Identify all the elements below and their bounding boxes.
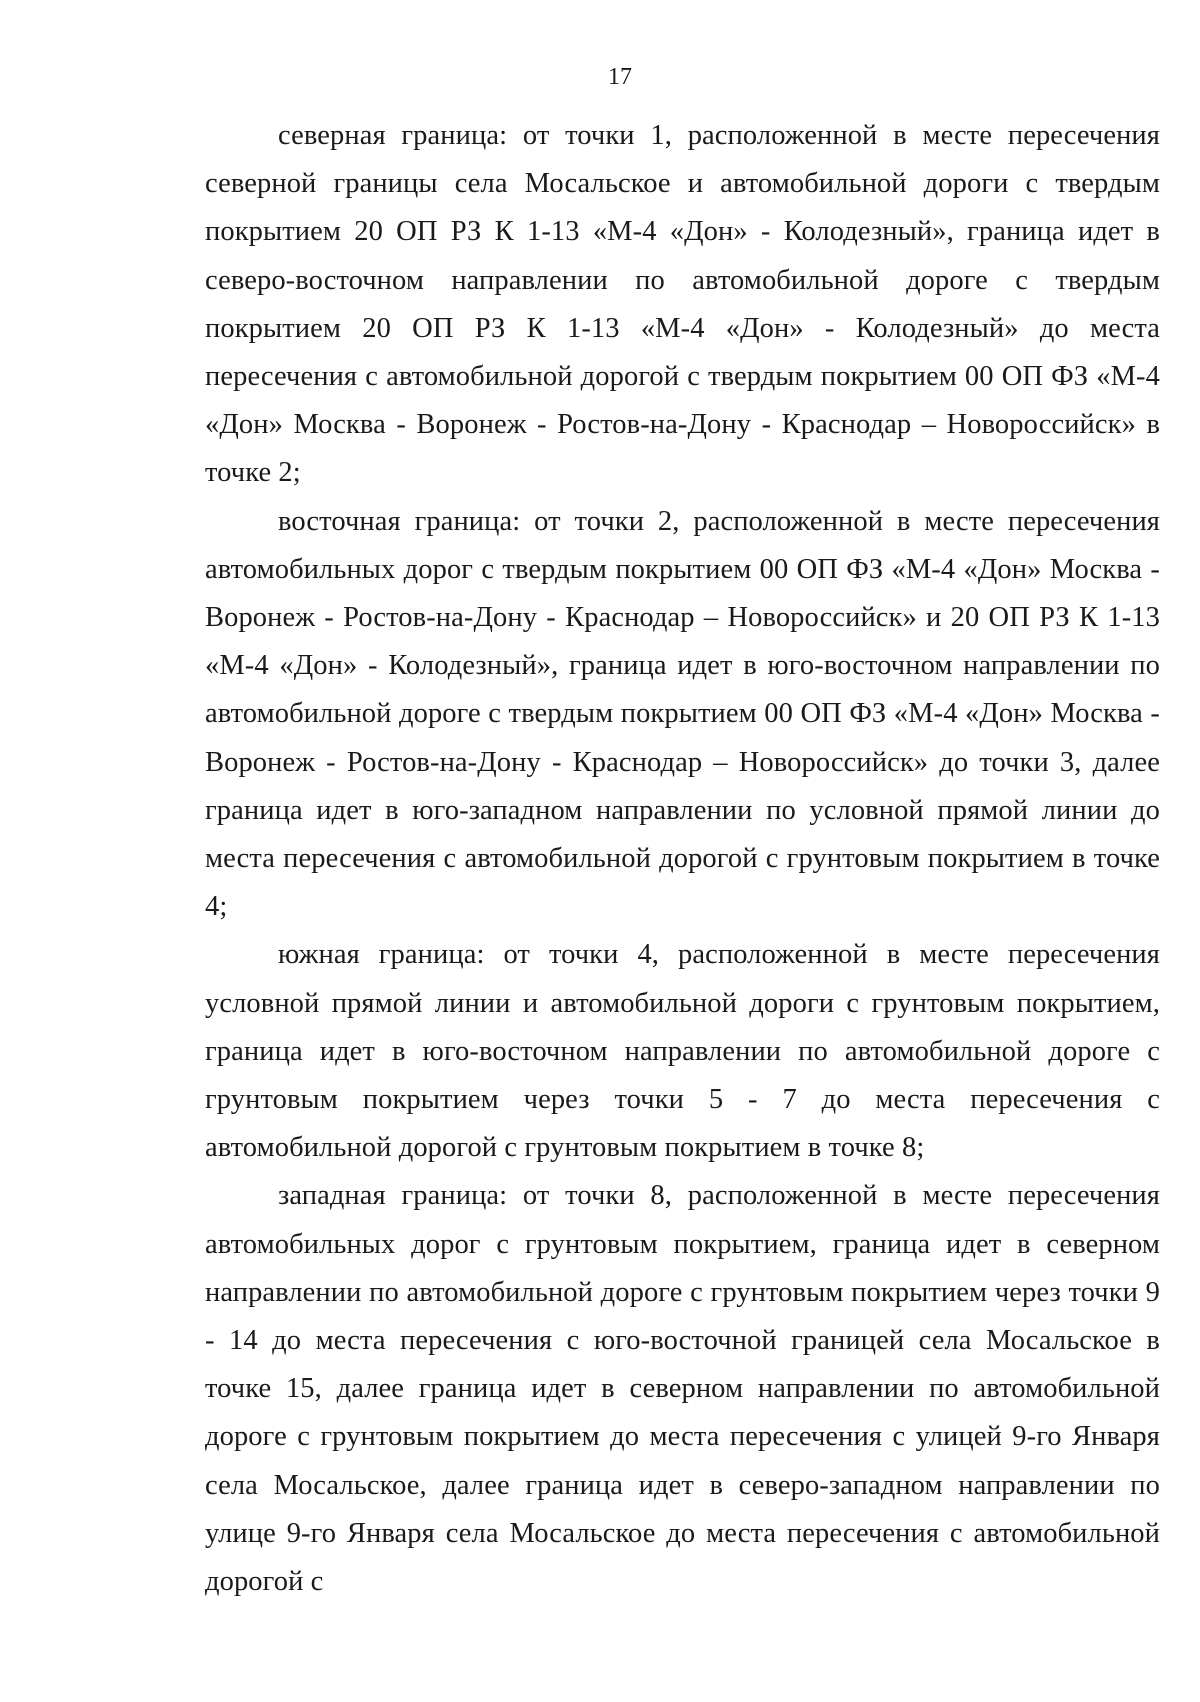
paragraph-south-boundary: южная граница: от точки 4, расположенной в месте пересечения условной прямой линии и автомобильной дороги с грунтовым покрытием, граница идет в юго-восточном направлении по автомобильной дороге с грунтовым покрытием через точки 5 - 7 до места пересечения с автомобильной дорогой с грунтовым покрытием в точке 8; bbox=[205, 939, 1160, 1164]
document-body bbox=[205, 112, 1160, 1606]
paragraph-east-boundary: восточная граница: от точки 2, расположенной в месте пересечения автомобильных дорог с твердым покрытием 00 ОП ФЗ «М-4 «Дон» Москва - Воронеж - Ростов-на-Дону - Краснодар – Новороссийск» и 20 ОП РЗ К 1-13 «М-4 «Дон» - Колодезный», граница идет в юго-восточном направлении по автомобильной дороге с твердым покрытием 00 ОП ФЗ «М-4 «Дон» Москва - Воронеж - Ростов-на-Дону - Краснодар – Новороссийск» до точки 3, далее граница идет в юго-западном направлении по условной прямой линии до места пересечения с автомобильной дорогой с грунтовым покрытием в точке 4; bbox=[205, 505, 1160, 923]
paragraph-north-boundary: северная граница: от точки 1, расположенной в месте пересечения северной границы села Мосальское и автомобильной дороги с твердым покрытием 20 ОП РЗ К 1-13 «М-4 «Дон» - Колодезный», граница идет в северо-восточном направлении по автомобильной дороге с твердым покрытием 20 ОП РЗ К 1-13 «М-4 «Дон» - Колодезный» до места пересечения с автомобильной дорогой с твердым покрытием 00 ОП ФЗ «М-4 «Дон» Москва - Воронеж - Ростов-на-Дону - Краснодар – Новороссийск» в точке 2; bbox=[205, 120, 1160, 489]
page-number: 17 bbox=[608, 64, 632, 90]
paragraph-west-boundary: западная граница: от точки 8, расположенной в месте пересечения автомобильных дорог с грунтовым покрытием, граница идет в северном направлении по автомобильной дороге с грунтовым покрытием через точки 9 - 14 до места пересечения с юго-восточной границей села Мосальское в точке 15, далее граница идет в северном направлении по автомобильной дороге с грунтовым покрытием до места пересечения с улицей 9-го Января села Мосальское, далее граница идет в северо-западном направлении по улице 9-го Января села Мосальское до места пересечения с автомобильной дорогой с bbox=[205, 1180, 1160, 1598]
